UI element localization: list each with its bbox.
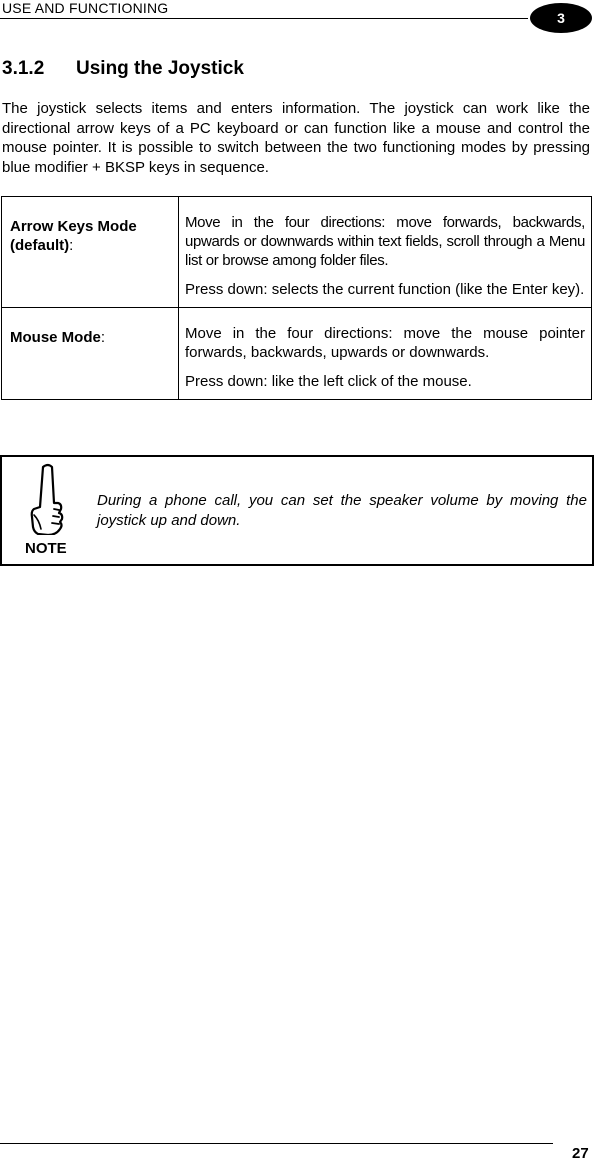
section-heading (2, 58, 244, 80)
mode-directions-text: Move in the four directions: move the mouse pointer forwards, backwards, upwards or downwards. (185, 325, 585, 361)
note-box (0, 455, 594, 566)
mode-description-cell (179, 197, 592, 308)
joystick-modes-table (1, 196, 592, 400)
mode-name-cell (2, 197, 179, 308)
table-row (2, 197, 592, 308)
mode-directions-text: Move in the four directions: move forwards, backwards, upwards or downwards within text fields, scroll through a Menu list or browse among folder files. (185, 214, 585, 269)
mode-name: Mouse Mode (10, 329, 101, 346)
table-row (2, 308, 592, 400)
note-text: During a phone call, you can set the speaker volume by moving the joystick up and down. (97, 492, 587, 529)
running-header-title: USE AND FUNCTIONING (2, 0, 169, 16)
header-rule (0, 18, 528, 19)
mode-name-suffix: : (100, 329, 106, 346)
mode-name: Arrow Keys Mode (default) (10, 218, 137, 254)
section-number: 3.1.2 (2, 58, 45, 79)
pointing-hand-icon (28, 463, 68, 535)
mode-name-suffix: : (69, 237, 74, 254)
mode-name-cell (2, 308, 179, 400)
mode-press-text: Press down: like the left click of the mouse. (185, 373, 472, 390)
note-label: NOTE (25, 540, 67, 557)
intro-paragraph: The joystick selects items and enters information. The joystick can work like the directional arrow keys of a PC keyboard or can function like a mouse and control the mouse pointer. It is possible to switch between the two functioning modes by pressing blue modifier + BKSP keys in sequence. (2, 100, 590, 176)
mode-press-text: Press down: selects the current function (like the Enter key). (185, 281, 585, 298)
mode-description-cell (179, 308, 592, 400)
page-number: 27 (572, 1145, 589, 1162)
chapter-number-badge: 3 (530, 3, 592, 33)
section-title: Using the Joystick (76, 58, 244, 79)
footer-rule (0, 1143, 553, 1144)
